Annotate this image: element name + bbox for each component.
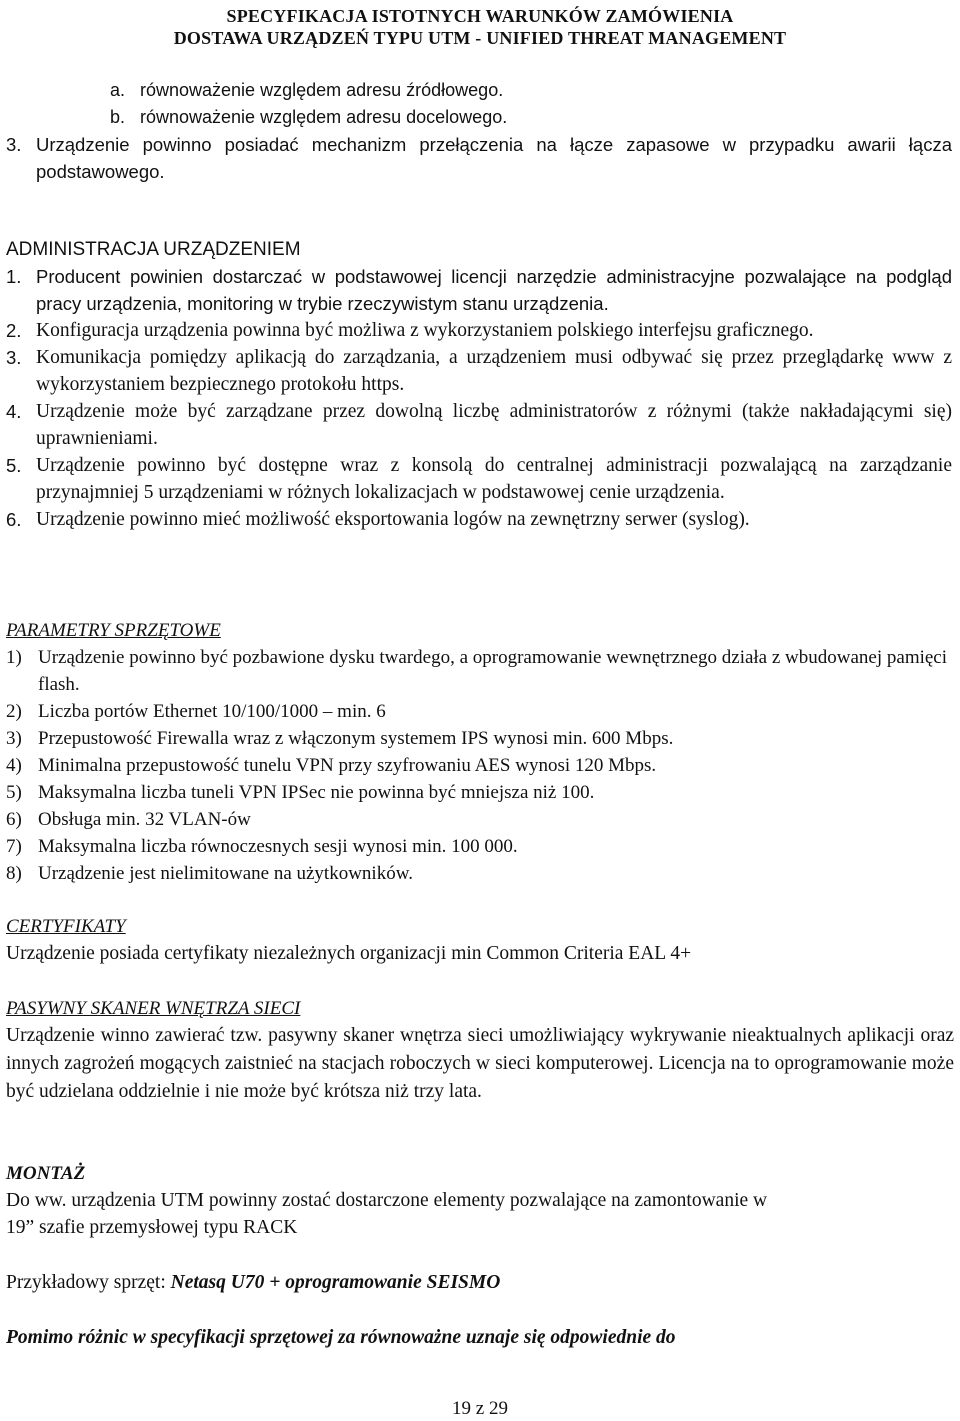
mount-section [6,1160,954,1241]
hardware-item-4 [6,752,954,779]
admin-item-1-text: Producent powinien dostarczać w podstawowej licencji narzędzie administracyjne pozwalające na podgląd pracy urządzenia, monitoring w trybie rzeczywistym stanu urządzenia. [36,266,952,314]
hardware-item-1 [6,644,954,698]
equivalence-note-text: Pomimo różnic w specyfikacji sprzętowej za równoważne uznaje się odpowiednie do [6,1327,676,1348]
admin-heading: ADMINISTRACJA URZĄDZENIEM [6,239,301,260]
admin-item-5-number: 5. [6,455,22,476]
hardware-item-6-text: Obsługa min. 32 VLAN-ów [38,809,251,830]
hardware-item-1-text: Urządzenie powinno być pozbawione dysku twardego, a oprogramowanie wewnętrznego działa z wbudowanej pamięci flash. [38,647,948,695]
hardware-item-5-text: Maksymalna liczba tuneli VPN IPSec nie powinna być mniejsza niż 100. [38,782,595,803]
hardware-item-5-number: 5) [6,782,22,803]
hardware-item-2 [6,698,954,725]
mount-text-line-1: Do ww. urządzenia UTM powinny zostać dostarczone elementy pozwalające na zamontowanie w [6,1190,768,1211]
hardware-section [6,617,954,887]
page-header [0,5,960,49]
admin-item-2-number: 2. [6,320,22,341]
hardware-item-3 [6,725,954,752]
admin-item-2-text: Konfiguracja urządzenia powinna być możliwa z wykorzystaniem polskiego interfejsu graficznego. [36,320,814,341]
hardware-item-7 [6,833,954,860]
hardware-item-4-number: 4) [6,755,22,776]
admin-section [6,236,952,533]
certs-heading: CERTYFIKATY [6,916,126,937]
certs-section [6,913,954,967]
example-equipment [6,1269,954,1296]
hardware-item-2-number: 2) [6,701,22,722]
scanner-heading: PASYWNY SKANER WNĘTRZA SIECI [6,998,301,1019]
sub-item-b-number: b. [110,107,126,127]
scanner-text: Urządzenie winno zawierać tzw. pasywny skaner wnętrza sieci umożliwiający wykrywanie nieaktualnych aplikacji oraz innych zagrożeń mogących zaistnieć na stacjach roboczych w sieci komputerowej. Licencja na to oprogramowanie może być udzielana oddzielnie i nie może być krótsza niż trzy lata. [6,1025,954,1102]
admin-item-4-number: 4. [6,401,22,422]
item-3-number: 3. [6,134,22,155]
admin-item-3-text: Komunikacja pomiędzy aplikacją do zarządzania, a urządzeniem musi odbywać się przez przeglądarkę www z wykorzystaniem bezpiecznego protokołu https. [36,347,952,395]
header-title-line-1: SPECYFIKACJA ISTOTNYCH WARUNKÓW ZAMÓWIENIA [226,6,734,26]
item-3-failover [6,131,952,185]
hardware-item-6 [6,806,954,833]
admin-item-4-text: Urządzenie może być zarządzane przez dowolną liczbę administratorów z różnymi (także nakładającymi się) uprawnieniami. [36,401,952,449]
mount-text-line-2: 19” szafie przemysłowej typu RACK [6,1217,298,1238]
equivalence-note [6,1324,954,1351]
hardware-item-8-number: 8) [6,863,22,884]
admin-item-5-text: Urządzenie powinno być dostępne wraz z konsolą do centralnej administracji pozwalającą na zarządzanie przynajmniej 5 urządzeniami w różnych lokalizacjach w podstawowej cenie urządzenia. [36,455,952,503]
hardware-item-2-text: Liczba portów Ethernet 10/100/1000 – min. 6 [38,701,386,722]
sub-item-a-text: równoważenie względem adresu źródłowego. [140,80,504,100]
hardware-list [6,644,954,887]
hardware-item-8 [6,860,954,887]
example-value: Netasq U70 + oprogramowanie SEISMO [170,1272,501,1293]
admin-item-6-text: Urządzenie powinno mieć możliwość eksportowania logów na zewnętrzny serwer (syslog). [36,509,750,530]
hardware-item-1-number: 1) [6,647,22,668]
sub-item-b [6,104,954,131]
hardware-heading: PARAMETRY SPRZĘTOWE [6,620,221,641]
page-number: 19 z 29 [452,1398,508,1419]
sub-item-a-number: a. [110,80,126,100]
hardware-item-4-text: Minimalna przepustowość tunelu VPN przy szyfrowaniu AES wynosi 120 Mbps. [38,755,657,776]
admin-item-2 [6,317,952,344]
hardware-item-6-number: 6) [6,809,22,830]
example-prefix: Przykładowy sprzęt: [6,1272,171,1293]
admin-item-6 [6,506,952,533]
admin-item-3-number: 3. [6,347,22,368]
admin-item-4 [6,398,952,452]
mount-heading: MONTAŻ [6,1163,86,1184]
hardware-item-7-text: Maksymalna liczba równoczesnych sesji wynosi min. 100 000. [38,836,518,857]
sub-item-list [6,77,954,131]
admin-item-6-number: 6. [6,509,22,530]
admin-item-5 [6,452,952,506]
admin-item-1 [6,263,952,317]
hardware-item-8-text: Urządzenie jest nielimitowane na użytkowników. [38,863,413,884]
hardware-item-3-number: 3) [6,728,22,749]
hardware-item-3-text: Przepustowość Firewalla wraz z włączonym systemem IPS wynosi min. 600 Mbps. [38,728,674,749]
hardware-item-7-number: 7) [6,836,22,857]
hardware-item-5 [6,779,954,806]
header-title-line-2: DOSTAWA URZĄDZEŃ TYPU UTM - UNIFIED THREAT MANAGEMENT [173,28,787,48]
admin-item-1-number: 1. [6,266,22,287]
item-3-text: Urządzenie powinno posiadać mechanizm przełączenia na łącze zapasowe w przypadku awarii łącza podstawowego. [36,134,952,182]
admin-item-3 [6,344,952,398]
certs-text: Urządzenie posiada certyfikaty niezależnych organizacji min Common Criteria EAL 4+ [6,943,692,964]
sub-item-b-text: równoważenie względem adresu docelowego. [140,107,508,127]
scanner-section [6,995,954,1106]
sub-item-a [6,77,954,104]
